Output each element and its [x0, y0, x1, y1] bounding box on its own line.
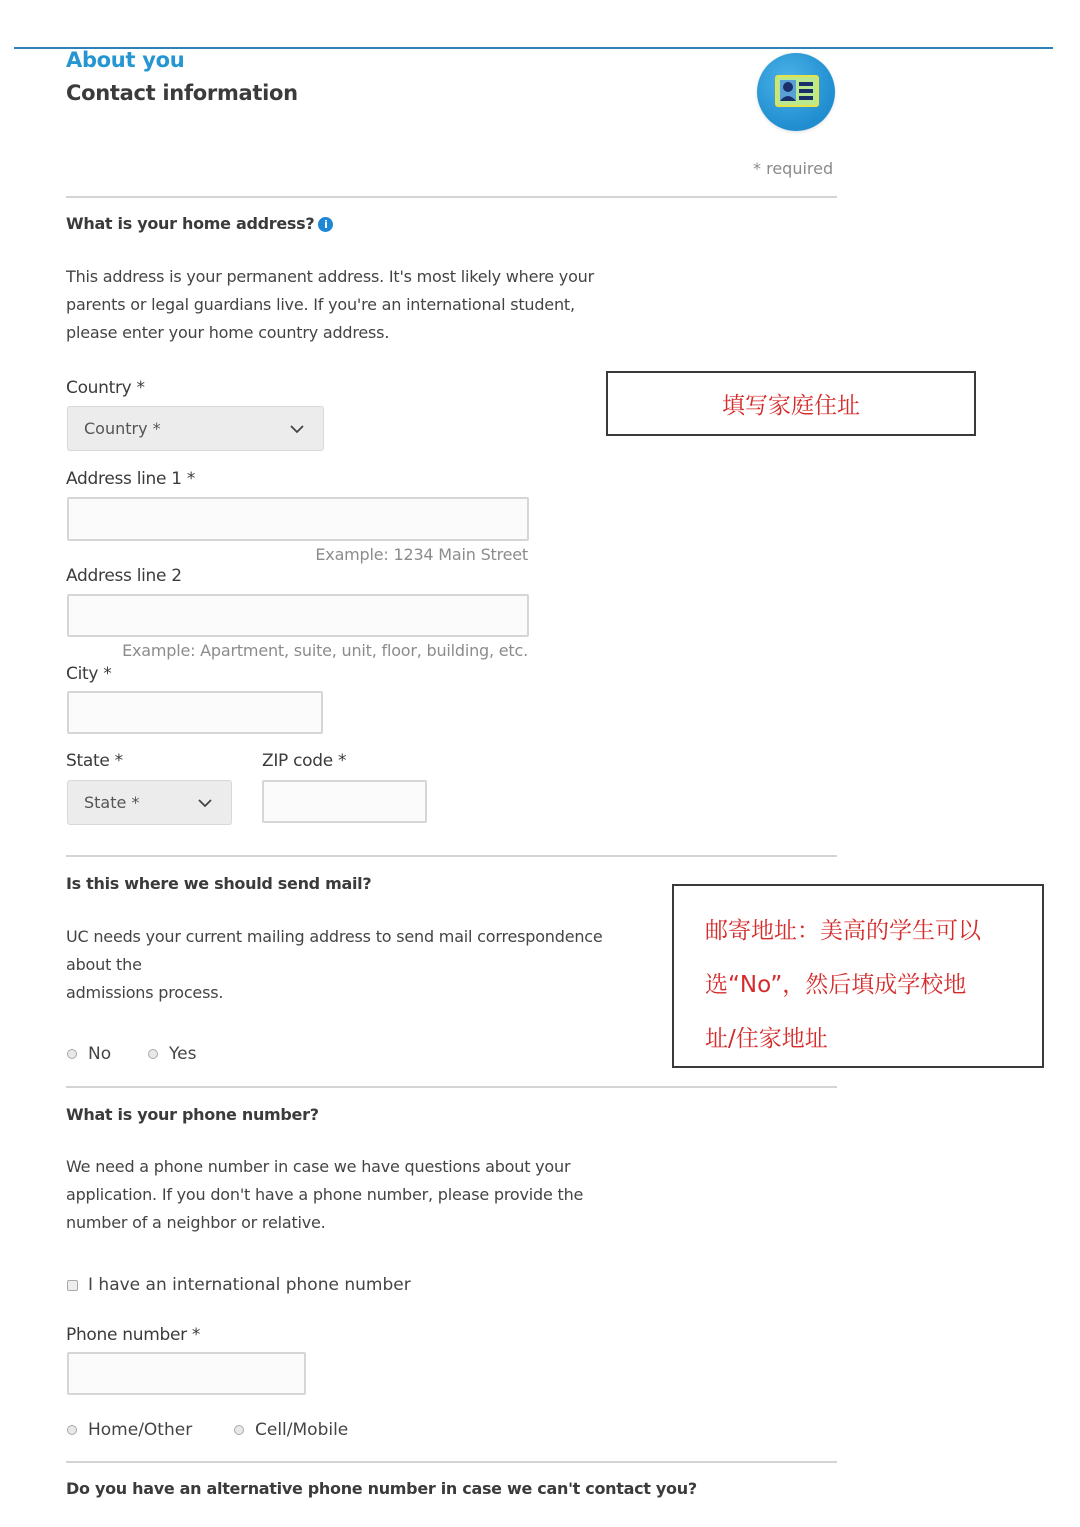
- description-line: This address is your permanent address. It's most likely where your: [66, 267, 594, 286]
- radio-button[interactable]: [148, 1049, 158, 1059]
- radio-button[interactable]: [67, 1425, 77, 1435]
- address1-label: Address line 1 *: [66, 469, 196, 489]
- page-title: Contact information: [66, 81, 298, 105]
- phone-number-label: Phone number *: [66, 1325, 201, 1345]
- description-line: application. If you don't have a phone number, please provide the: [66, 1185, 584, 1204]
- state-select-value: State *: [84, 793, 140, 812]
- phone-question: What is your phone number?: [66, 1105, 319, 1124]
- home-address-annotation: [606, 371, 976, 436]
- alt-phone-question: Do you have an alternative phone number in case we can't contact you?: [66, 1479, 697, 1498]
- mail-annotation-line: 址/住家地址: [705, 1026, 828, 1052]
- description-line: admissions process.: [66, 983, 224, 1002]
- chevron-down-icon: [289, 421, 305, 437]
- phone-description: [66, 1153, 583, 1237]
- description-line: UC needs your current mailing address to send mail correspondence: [66, 927, 603, 946]
- mail-question: Is this where we should send mail?: [66, 874, 372, 893]
- description-line: number of a neighbor or relative.: [66, 1213, 326, 1232]
- home-address-question: [66, 214, 333, 233]
- address1-input[interactable]: [67, 497, 529, 541]
- mail-annotation: [672, 884, 1044, 1068]
- address1-hint: Example: 1234 Main Street: [315, 545, 528, 564]
- phone-number-input[interactable]: [67, 1352, 306, 1395]
- chevron-down-icon: [197, 795, 213, 811]
- international-phone-checkbox[interactable]: [67, 1280, 78, 1291]
- radio-button[interactable]: [67, 1049, 77, 1059]
- zip-label: ZIP code *: [262, 751, 347, 771]
- country-select-value: Country *: [84, 419, 161, 438]
- info-icon[interactable]: i: [318, 217, 333, 232]
- section-title: About you: [66, 48, 185, 72]
- address2-hint: Example: Apartment, suite, unit, floor, building, etc.: [122, 641, 528, 660]
- section-divider: [66, 196, 837, 198]
- description-line: We need a phone number in case we have questions about your: [66, 1157, 571, 1176]
- state-select[interactable]: [67, 780, 232, 825]
- state-label: State *: [66, 751, 123, 771]
- phone-type-home[interactable]: [67, 1420, 192, 1440]
- home-address-annotation-text: 填写家庭住址: [722, 393, 860, 419]
- mail-option-yes-label: Yes: [169, 1044, 197, 1064]
- description-line: parents or legal guardians live. If you're an international student,: [66, 295, 575, 314]
- id-card-icon: [757, 53, 835, 131]
- mail-annotation-line: 选“No”，然后填成学校地: [705, 972, 967, 998]
- international-phone-label: I have an international phone number: [88, 1275, 411, 1295]
- country-label: Country *: [66, 378, 145, 398]
- city-input[interactable]: [67, 691, 323, 734]
- mail-description: [66, 923, 603, 1007]
- description-line: about the: [66, 955, 142, 974]
- phone-type-cell[interactable]: [234, 1420, 348, 1440]
- zip-input[interactable]: [262, 780, 427, 823]
- mail-annotation-line: 邮寄地址：美高的学生可以: [705, 918, 981, 944]
- address2-input[interactable]: [67, 594, 529, 637]
- description-line: please enter your home country address.: [66, 323, 390, 342]
- city-label: City *: [66, 664, 112, 684]
- address2-label: Address line 2: [66, 566, 182, 586]
- mail-option-no[interactable]: [67, 1044, 111, 1064]
- mail-option-yes[interactable]: [148, 1044, 196, 1064]
- phone-type-cell-label: Cell/Mobile: [255, 1420, 349, 1440]
- section-divider: [66, 1086, 837, 1088]
- section-divider: [66, 855, 837, 857]
- home-address-question-text: What is your home address?: [66, 214, 315, 233]
- international-phone-option[interactable]: [67, 1275, 411, 1295]
- mail-option-no-label: No: [88, 1044, 112, 1064]
- home-address-description: [66, 263, 594, 347]
- phone-type-home-label: Home/Other: [88, 1420, 193, 1440]
- section-divider: [66, 1461, 837, 1463]
- country-select[interactable]: [67, 406, 324, 451]
- radio-button[interactable]: [234, 1425, 244, 1435]
- required-note: * required: [753, 159, 834, 178]
